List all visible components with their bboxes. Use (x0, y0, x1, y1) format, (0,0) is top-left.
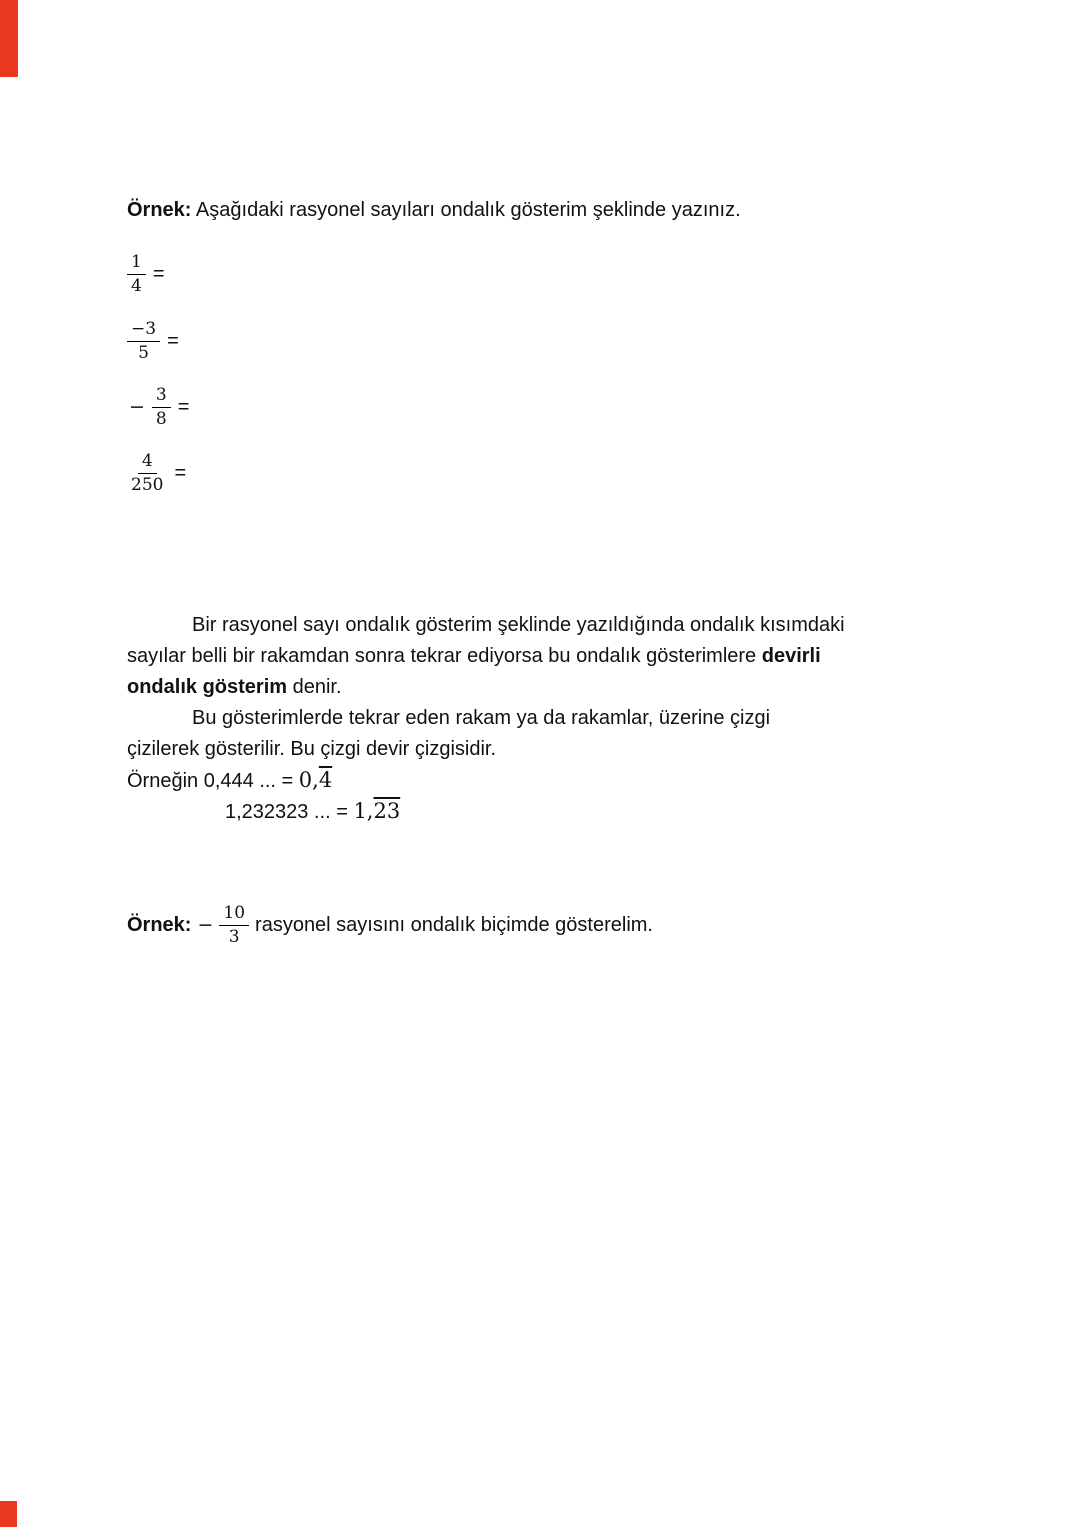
paragraph-line: Bir rasyonel sayı ondalık gösterim şeklinde yazıldığında ondalık kısımdaki (192, 614, 845, 636)
paragraph-text: denir. (287, 676, 342, 698)
example2-text: rasyonel sayısını ondalık biçimde gösterelim. (255, 913, 653, 936)
fraction (152, 385, 171, 430)
minus-sign: − (197, 914, 214, 937)
paragraph (127, 610, 845, 827)
paragraph-line (127, 641, 845, 672)
equals-sign: = (167, 329, 179, 352)
fraction-numerator: 4 (138, 451, 157, 474)
repeating-value: 0, (298, 768, 319, 792)
minus-sign: − (129, 396, 145, 419)
equals-sign: = (177, 395, 190, 418)
fraction-row-2 (127, 319, 179, 364)
repeating-example-line-2 (127, 796, 845, 827)
repeating-example-line-1 (127, 765, 845, 796)
example1-label: Örnek: (127, 199, 192, 221)
equals-sign: = (152, 262, 165, 285)
fraction-row-3 (129, 385, 189, 430)
fraction-numerator: 3 (152, 385, 171, 408)
repeating-digits-overline: 23 (373, 799, 401, 823)
paragraph-text: sayılar belli bir rakamdan sonra tekrar ediyorsa bu ondalık gösterimlere (127, 645, 762, 667)
repeating-prefix: Örneğin 0,444 ... = (127, 770, 299, 792)
fraction-denominator: 4 (131, 276, 142, 297)
equals-sign: = (174, 461, 187, 484)
fraction-numerator: −3 (127, 319, 160, 342)
paragraph-line: Bu gösterimlerde tekrar eden rakam ya da rakamlar, üzerine çizgi (192, 707, 771, 729)
example2 (127, 903, 653, 948)
fraction (127, 252, 146, 297)
fraction-numerator: 10 (219, 903, 249, 926)
fraction-numerator: 1 (127, 252, 146, 275)
page-edge-mark-top (0, 0, 18, 77)
fraction-row-1 (127, 252, 165, 297)
fraction (127, 451, 167, 496)
paragraph-bold-term: devirli (761, 645, 821, 667)
fraction-denominator: 250 (131, 475, 164, 496)
paragraph-bold-term: ondalık gösterim (127, 676, 288, 698)
example2-label: Örnek: (127, 913, 192, 936)
example2-fraction (219, 903, 249, 948)
paragraph-line: çizilerek gösterilir. Bu çizgi devir çizgisidir. (127, 738, 497, 760)
example1-title (127, 197, 741, 223)
paragraph-line (127, 672, 845, 703)
repeating-value: 1, (353, 799, 374, 823)
fraction-denominator: 3 (228, 927, 240, 948)
repeating-digits-overline: 4 (318, 768, 333, 792)
fraction-row-4 (127, 451, 186, 496)
repeating-prefix: 1,232323 ... = (225, 801, 354, 823)
fraction (127, 319, 160, 364)
example1-text: Aşağıdaki rasyonel sayıları ondalık gösterim şeklinde yazınız. (195, 199, 741, 221)
page-edge-mark-bottom (0, 1501, 17, 1527)
fraction-denominator: 5 (138, 343, 149, 364)
fraction-denominator: 8 (155, 409, 167, 430)
